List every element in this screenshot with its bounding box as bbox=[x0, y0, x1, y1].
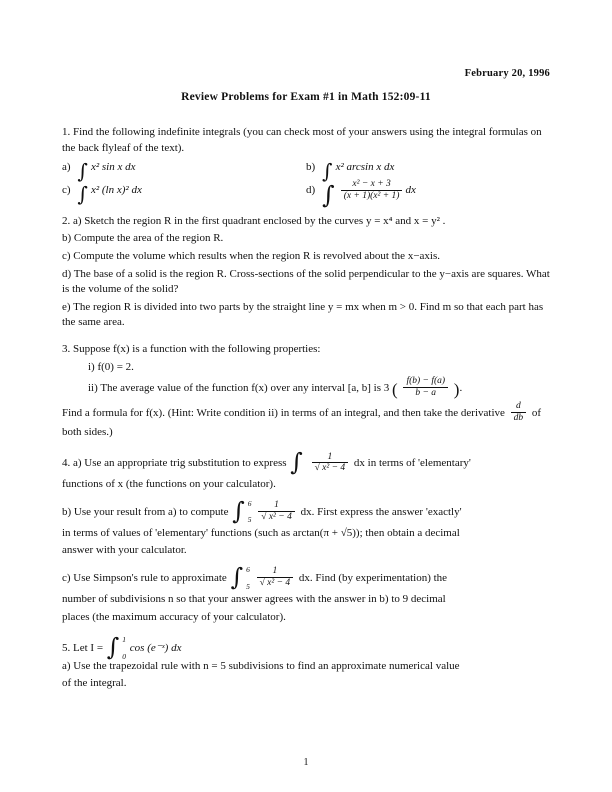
problem-4-b-integrand bbox=[258, 500, 295, 523]
problem-4-c-lower-limit: 5 bbox=[246, 581, 250, 591]
problem-3-condition-ii-text: ii) The average value of the function f(x) over any interval [a, b] is 3 bbox=[88, 382, 390, 395]
problem-4 bbox=[62, 448, 550, 625]
problem-4-c-pre: c) Use Simpson's rule to approximate bbox=[62, 572, 227, 585]
problem-3-condition-ii bbox=[62, 377, 550, 400]
problem-3-tail-pre: Find a formula for f(x). (Hint: Write condition ii) in terms of an integral, and then take the derivative bbox=[62, 406, 505, 419]
problem-3-denominator: b − a bbox=[403, 387, 448, 399]
problem-4-b-lower-limit: 5 bbox=[247, 515, 252, 525]
problem-3-tail-post: of both sides.) bbox=[62, 406, 542, 438]
problem-3-fraction bbox=[403, 376, 448, 399]
problem-5-a-line1: a) Use the trapezoidal rule with n = 5 subdivisions to find an approximate numerical value bbox=[62, 659, 460, 672]
problem-4-a-integrand bbox=[312, 452, 349, 475]
integral-icon: ∫ bbox=[322, 181, 335, 210]
problem-3-derivative-denominator: db bbox=[511, 412, 527, 424]
page-number: 1 bbox=[303, 757, 309, 768]
problem-4-a-numerator: 1 bbox=[327, 451, 333, 462]
problem-4-c-integrand bbox=[257, 566, 294, 589]
problem-2-b: b) Compute the area of the region R. bbox=[62, 232, 224, 245]
integral-icon: ∫ bbox=[77, 182, 88, 207]
problem-2-a: 2. a) Sketch the region R in the first quadrant enclosed by the curves y = x⁴ and x = y² . bbox=[62, 214, 446, 227]
problem-4-b-line3: answer with your calculator. bbox=[62, 544, 187, 557]
problem-2-c: c) Compute the volume which results when the region R is revolved about the x−axis. bbox=[62, 249, 440, 262]
problem-5-intro-pre: 5. Let I = bbox=[62, 642, 104, 655]
problem-4-b-mid: dx. First express the answer 'exactly' bbox=[300, 505, 462, 518]
problem-1-c bbox=[62, 180, 306, 207]
problem-3-numerator: f(b) − f(a) bbox=[406, 376, 446, 387]
integral-icon: ∫ bbox=[106, 633, 120, 662]
problem-4-b-line2: in terms of values of 'elementary' functions (such as arctan(π + √5)); then obtain a decimal bbox=[62, 526, 460, 539]
right-paren: ) bbox=[453, 379, 460, 399]
problem-2-d: d) The base of a solid is the region R. Cross-sections of the solid perpendicular to the y−axis are squares. What is the volume of the solid? bbox=[62, 267, 550, 296]
problem-4-c bbox=[62, 563, 550, 592]
document-title: Review Problems for Exam #1 in Math 152:09-11 bbox=[181, 91, 431, 103]
problem-4-b-numerator: 1 bbox=[274, 500, 279, 510]
problem-1-d-label: d) bbox=[306, 184, 316, 197]
problem-4-a-post: functions of x (the functions on your calculator). bbox=[62, 478, 276, 491]
left-paren: ( bbox=[392, 379, 398, 399]
problem-4-c-limits bbox=[246, 565, 250, 591]
problem-1-d-denominator: (x + 1)(x² + 1) bbox=[341, 190, 403, 202]
problem-2 bbox=[62, 214, 550, 331]
problem-1-intro: 1. Find the following indefinite integrals (you can check most of your answers using the integral formulas on the back flyleaf of the text). bbox=[62, 126, 542, 154]
problem-3-tail bbox=[62, 402, 550, 440]
problem-4-c-denominator: √ x² − 4 bbox=[257, 577, 294, 589]
problem-1-b-label: b) bbox=[306, 161, 316, 174]
problem-1-c-expression: x² (ln x)² dx bbox=[90, 184, 142, 197]
problem-4-b-upper-limit: 6 bbox=[247, 498, 252, 508]
problem-4-b-pre: b) Use your result from a) to compute bbox=[62, 505, 229, 518]
problem-1-row-cd bbox=[62, 178, 550, 210]
problem-1-d-differential: dx bbox=[405, 184, 416, 197]
problem-4-a bbox=[62, 448, 550, 477]
problem-2-e: e) The region R is divided into two parts by the straight line y = mx when m > 0. Find m so that each part has the same area. bbox=[62, 300, 544, 329]
problem-4-a-mid: dx in terms of 'elementary' bbox=[353, 457, 471, 470]
problem-5 bbox=[62, 633, 550, 692]
problem-4-c-line2: number of subdivisions n so that your answer agrees with the answer in b) to 9 decimal bbox=[62, 592, 446, 605]
problem-1-a-expression: x² sin x dx bbox=[90, 161, 136, 174]
problem-4-c-line3: places (the maximum accuracy of your calculator). bbox=[62, 610, 286, 623]
problem-5-upper-limit: 1 bbox=[122, 635, 127, 645]
problem-1-d-fraction bbox=[341, 179, 403, 202]
problem-4-c-mid: dx. Find (by experimentation) the bbox=[298, 572, 448, 585]
problem-5-intro bbox=[62, 633, 550, 662]
problem-5-lower-limit: 0 bbox=[122, 651, 127, 661]
problem-3 bbox=[62, 342, 550, 441]
problem-4-b-denominator: √ x² − 4 bbox=[258, 511, 295, 523]
problem-4-b-limits bbox=[247, 498, 252, 525]
problem-1-a bbox=[62, 159, 306, 184]
problem-4-a-denominator: √ x² − 4 bbox=[312, 462, 349, 474]
integral-icon: ∫ bbox=[322, 159, 333, 184]
problem-1 bbox=[62, 125, 550, 210]
problem-1-c-label: c) bbox=[62, 184, 71, 197]
problem-3-condition-i: i) f(0) = 2. bbox=[88, 360, 134, 373]
problem-3-intro: 3. Suppose f(x) is a function with the following properties: bbox=[62, 342, 321, 355]
document-date: February 20, 1996 bbox=[464, 68, 550, 79]
integral-icon: ∫ bbox=[290, 448, 303, 477]
problem-4-c-upper-limit: 6 bbox=[246, 565, 250, 575]
problem-1-d bbox=[306, 178, 550, 210]
problem-3-derivative-numerator: d bbox=[516, 401, 521, 411]
problem-4-c-numerator: 1 bbox=[272, 566, 278, 577]
problem-4-b bbox=[62, 496, 550, 525]
integral-icon: ∫ bbox=[230, 563, 244, 592]
problem-3-derivative-fraction bbox=[511, 401, 527, 424]
integral-icon: ∫ bbox=[77, 159, 88, 184]
integral-icon: ∫ bbox=[232, 496, 245, 525]
problem-5-a-line2: of the integral. bbox=[62, 677, 127, 690]
problem-1-d-numerator: x² − x + 3 bbox=[352, 178, 391, 189]
problem-3-condition-ii-period: . bbox=[459, 382, 463, 395]
problem-1-a-label: a) bbox=[62, 161, 71, 174]
problem-4-a-pre: 4. a) Use an appropriate trig substitution to express bbox=[62, 457, 287, 470]
problem-5-limits bbox=[122, 635, 127, 661]
problem-1-b-expression: x² arcsin x dx bbox=[335, 161, 395, 174]
problem-5-integrand: cos (e⁻ˣ) dx bbox=[129, 642, 182, 655]
